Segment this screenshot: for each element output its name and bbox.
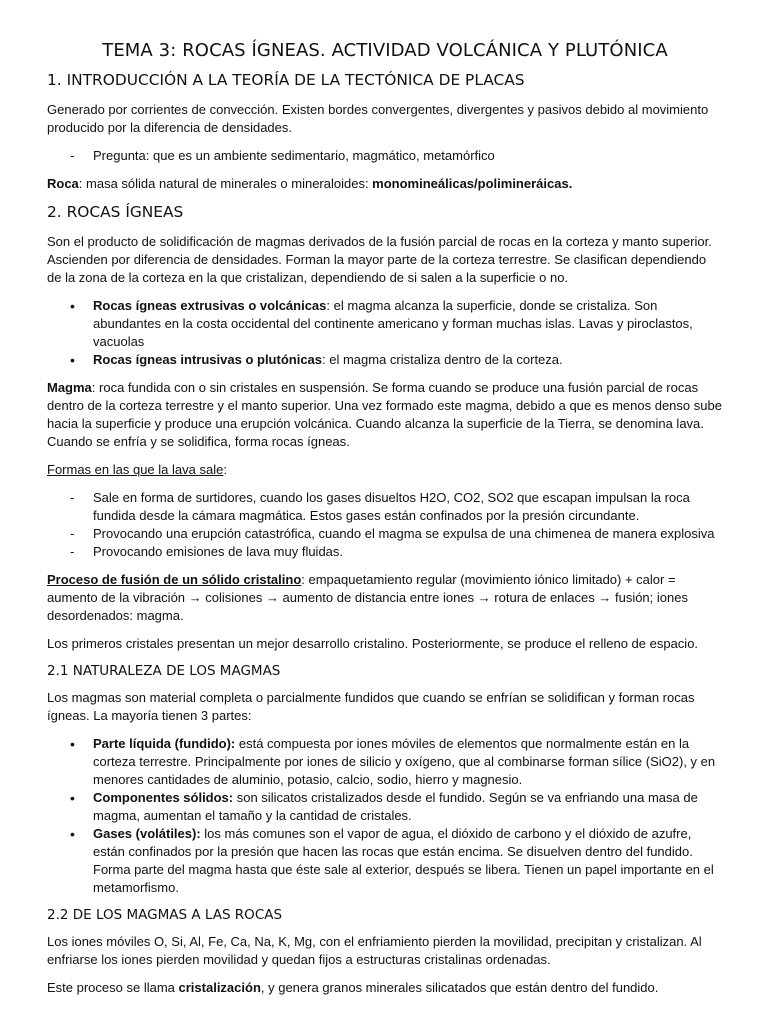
list-item-text: Provocando emisiones de lava muy fluidas. — [93, 544, 344, 559]
list-item — [47, 825, 723, 897]
dash-list — [47, 489, 723, 561]
underlined-label: Formas en las que la lava sale — [47, 462, 224, 477]
document-title: TEMA 3: ROCAS ÍGNEAS. ACTIVIDAD VOLCÁNICA Y PLUTÓNICA — [102, 40, 668, 61]
paragraph-formas — [47, 461, 723, 479]
paragraph: Son el producto de solidificación de magmas derivados de la fusión parcial de rocas en la corteza y manto superior. Ascienden por diferencia de densidades. Forman la mayor parte de la corteza terrestre. Se clasifican dependiendo de la zona de la corteza en la que cristalizan, dependiendo de si salen a la superficie o no. — [47, 234, 712, 285]
document-page — [47, 40, 723, 1007]
bullet-marker: • — [70, 298, 75, 314]
dash-marker: - — [70, 148, 75, 163]
bold-text: Rocas ígneas intrusivas o plutónicas — [93, 352, 323, 367]
list-item-text: los más comunes son el vapor de agua, el dióxido de carbono y el dióxido de azufre, están confinados por la presión que hacen las rocas que están encima. Se disuelven dentro del fundido. Forma parte del magma hasta que éste sale al exterior, después se libera. Tienen un papel importante en el metamorfismo. — [93, 826, 714, 895]
list-item-text: está compuesta por iones móviles de elementos que normalmente están en la corteza terrestre. Principalmente por iones de silicio y oxígeno, que al combinarse forman sílice (SiO2), y en menores cantidades de aluminio, potasio, calcio, sodio, hierro y magnesio. — [93, 736, 716, 787]
list-item — [47, 525, 723, 543]
section-heading-naturaleza: 2.1 NATURALEZA DE LOS MAGMAS — [47, 663, 281, 679]
dash-marker: - — [70, 526, 75, 541]
list-item — [47, 351, 723, 369]
term-magma: Magma — [47, 380, 92, 395]
bold-text: Parte líquida (fundido): — [93, 736, 236, 751]
bullet-marker: • — [70, 736, 75, 752]
list-item-text: Provocando una erupción catastrófica, cuando el magma se expulsa de una chimenea de manera explosiva — [93, 526, 715, 541]
bold-text: cristalización — [178, 980, 261, 995]
section-heading-magmas-rocas: 2.2 DE LOS MAGMAS A LAS ROCAS — [47, 907, 283, 923]
section-heading-rocas-igneas: 2. ROCAS ÍGNEAS — [47, 203, 184, 221]
bullet-marker: • — [70, 790, 75, 806]
list-item — [47, 147, 723, 165]
paragraph: Los magmas son material completa o parcialmente fundidos que cuando se enfrían se solidifican y forman rocas ígneas. La mayoría tienen 3 partes: — [47, 690, 695, 723]
section-heading-introduccion: 1. INTRODUCCIÓN A LA TEORÍA DE LA TECTÓNICA DE PLACAS — [47, 71, 525, 89]
definition-text: : empaquetamiento regular (movimiento iónico limitado) + calor = aumento de la vibración → colisiones → aumento de distancia entre iones → rotura de enlaces → fusión; iones desordenados: magma. — [47, 572, 688, 623]
term-roca: Roca — [47, 176, 79, 191]
list-item — [47, 735, 723, 789]
paragraph: Los iones móviles O, Si, Al, Fe, Ca, Na, K, Mg, con el enfriamiento pierden la movilidad, precipitan y cristalizan. Al enfriarse los iones pierden movilidad y quedan fijos a estructuras cristalinas ordenadas. — [47, 934, 702, 967]
list-item-text: Pregunta: que es un ambiente sedimentario, magmático, metamórfico — [93, 148, 495, 163]
list-item — [47, 789, 723, 825]
paragraph: Generado por corrientes de convección. Existen bordes convergentes, divergentes y pasivos debido al movimiento producido por la diferencia de densidades. — [47, 102, 709, 135]
list-item — [47, 543, 723, 561]
dash-list — [47, 147, 723, 165]
paragraph: Los primeros cristales presentan un mejor desarrollo cristalino. Posteriormente, se produce el relleno de espacio. — [47, 636, 699, 651]
paragraph-magma — [47, 379, 723, 451]
bold-text: Gases (volátiles): — [93, 826, 201, 841]
dash-marker: - — [70, 490, 75, 505]
text: Este proceso se llama — [47, 980, 179, 995]
list-item-text: : el magma alcanza la superficie, donde se cristaliza. Son abundantes en la costa occidental del continente americano y forman muchas islas. Lavas y piroclastos, vacuolas — [93, 298, 693, 349]
paragraph-roca — [47, 175, 723, 193]
list-item-text: Sale en forma de surtidores, cuando los gases disueltos H2O, CO2, SO2 que escapan impulsan la roca fundida desde la cámara magmática. Estos gases están confinados por la presión circundante. — [93, 490, 690, 523]
paragraph-cristalizacion — [47, 979, 723, 997]
bullet-marker: • — [70, 352, 75, 368]
definition-text: : masa sólida natural de minerales o mineraloides: — [78, 176, 373, 191]
text: , y genera granos minerales silicatados que están dentro del fundido. — [260, 980, 659, 995]
colon: : — [223, 462, 227, 477]
bullet-marker: • — [70, 826, 75, 842]
underlined-bold-label: Proceso de fusión de un sólido cristalino — [47, 572, 302, 587]
dash-marker: - — [70, 544, 75, 559]
paragraph-proceso — [47, 571, 723, 625]
list-item-text: : el magma cristaliza dentro de la corteza. — [322, 352, 563, 367]
bold-text: Componentes sólidos: — [93, 790, 234, 805]
list-item-text: son silicatos cristalizados desde el fundido. Según se va enfriando una masa de magma, aumentan el tamaño y la cantidad de cristales. — [93, 790, 698, 823]
list-item — [47, 297, 723, 351]
definition-text: : roca fundida con o sin cristales en suspensión. Se forma cuando se produce una fusión parcial de rocas dentro de la corteza terrestre y el manto superior. Una vez formado este magma, debido a que es menos denso sube hacia la superficie y produce una erupción volcánica. Cuando alcanza la superficie de la Tierra, se denomina lava. Cuando se enfría y se solidifica, forma rocas ígneas. — [47, 380, 722, 449]
bullet-list — [47, 297, 723, 369]
bullet-list — [47, 735, 723, 897]
bold-text: Rocas ígneas extrusivas o volcánicas — [93, 298, 327, 313]
bold-text: monomineálicas/polimineráicas. — [372, 176, 573, 191]
list-item — [47, 489, 723, 525]
